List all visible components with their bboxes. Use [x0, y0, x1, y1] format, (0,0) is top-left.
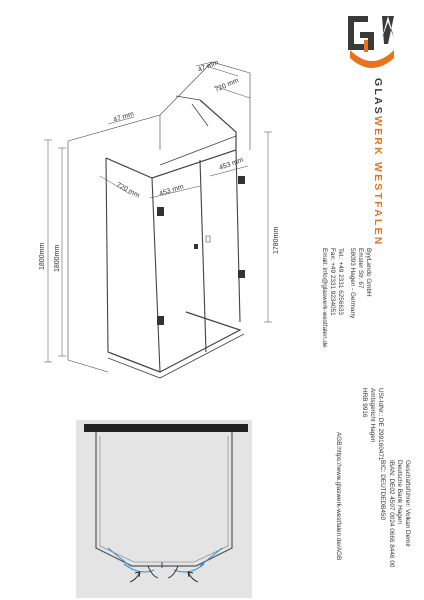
contact-line: Tel.: +49 2331 6256633: [337, 248, 344, 315]
register-line: HRB 9916: [360, 388, 368, 418]
dim-top-right-depth: 720 mm: [213, 77, 240, 94]
register-line: USt-IdNr.: DE 299160471: [377, 388, 384, 461]
address-line: ByyLando GmbH: [365, 248, 372, 297]
dim-front-right: 453 mm: [218, 156, 245, 172]
bank-line: Deutsche Bank Hagen: [395, 460, 403, 524]
contact-line: Fax: +49 2331 9234051: [328, 248, 336, 316]
dim-glass-height: 1780mm: [273, 226, 280, 254]
brand-werk: WERK: [372, 115, 384, 157]
register-line: Amtsgericht Hagen: [368, 388, 376, 443]
agb-link-text[interactable]: AGB:https://www.glaswerk-westfalen.de/AGB: [335, 432, 342, 561]
contact-line: Email: info@glaswerk-westfalen.de: [320, 248, 328, 348]
bank-line: Geschäftsführer: Volkan Demir: [404, 460, 411, 548]
address-line: Emster Str. 67: [356, 248, 364, 289]
wall-outline: [68, 62, 250, 372]
dim-height-outer: 1800mm: [39, 242, 46, 270]
dim-left-small: 47 mm: [112, 110, 135, 124]
dim-front-left: 453 mm: [158, 183, 185, 198]
brand-glas: GLAS: [372, 78, 384, 116]
glaswerk-logo-icon: [348, 16, 394, 68]
dim-top-small: 47 mm: [197, 59, 220, 74]
dimension-labels: [39, 59, 280, 272]
dim-height-inner: 1800mm: [54, 244, 61, 272]
wall-bar: [84, 424, 248, 432]
floor-plan: [76, 420, 252, 598]
bank-line: BIC: DEUTDEDB450: [379, 460, 387, 521]
dim-left-depth: 720 mm: [115, 181, 141, 200]
brand-westfalen: WESTFALEN: [372, 161, 384, 247]
bank-line: IBAN: DE02 4507 0024 0666 8446 00: [387, 460, 395, 568]
shower-glass: [106, 96, 245, 378]
address-line: 58093 Hagen - Germany: [348, 248, 356, 319]
